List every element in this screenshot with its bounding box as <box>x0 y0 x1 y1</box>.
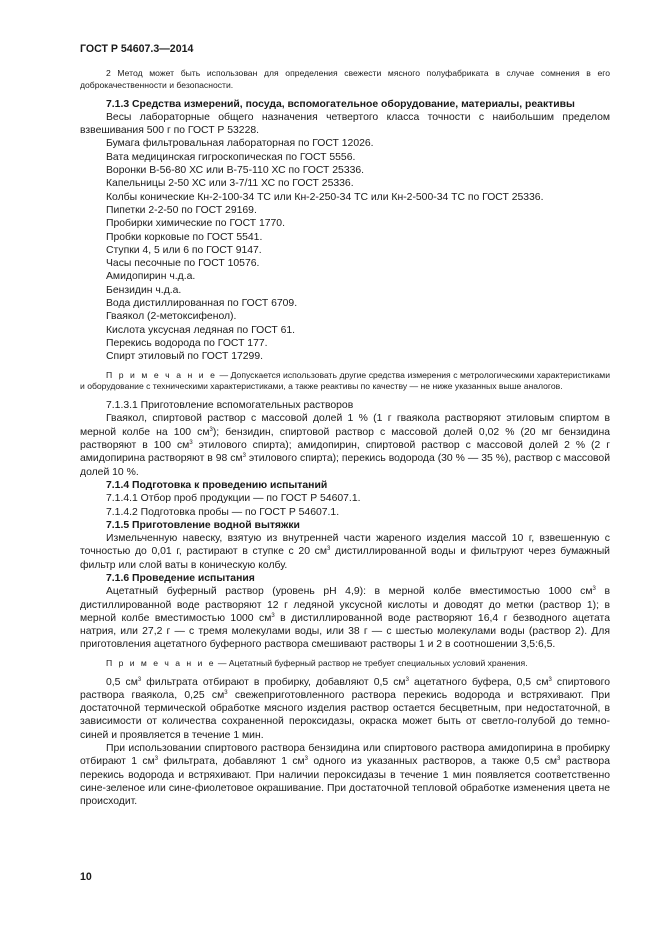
note-2: 2 Метод может быть использован для определения свежести мясного полуфабриката в случае сомнения в его доброкачественности и безопасности. <box>80 68 610 90</box>
section-7-1-4-heading: 7.1.4 Подготовка к проведению испытаний <box>106 479 328 491</box>
equipment-item: Амидопирин ч.д.а. <box>106 271 196 283</box>
equipment-item: Колбы конические Кн-2-100-34 ТС или Кн-2-250-34 ТС или Кн-2-500-34 ТС по ГОСТ 25336. <box>106 191 544 203</box>
equipment-item: Воронки В-56-80 ХС или В-75-110 ХС по ГОСТ 25336. <box>106 165 365 177</box>
equipment-item: Пробирки химические по ГОСТ 1770. <box>106 218 285 230</box>
page-number: 10 <box>80 871 92 883</box>
equipment-item: Ступки 4, 5 или 6 по ГОСТ 9147. <box>106 244 262 256</box>
note-1-text: — Допускается использовать другие средства измерения с метрологическими характеристиками и оборудование с техническими характеристиками, а также реактивы по качеству — не ниже указанных выше аналогов. <box>80 369 610 392</box>
equipment-list <box>80 137 610 363</box>
document-header: ГОСТ Р 54607.3—2014 <box>80 43 194 55</box>
buffer-paragraph: Ацетатный буферный раствор (уровень pH 4,9): в мерной колбе вместимостью 1000 $см^3$ в дистиллированной воде растворяют 12 г ледяной уксусной кислоты и доводят до метки (раствор 1); в мерной колбе вместимостью 1000 $см^3$ в дистиллированной воде растворяют 16,4 г безводного ацетата натрия, или 27,2 г — с тремя молекулами воды, или 38 г — с шестью молекулами воды (раствор 2). Для приготовления ацетатного буферного раствора смешивают растворы 1 и 2 в соотношении 3,5:6,5. <box>80 586 610 651</box>
note-label: П р и м е ч а н и е <box>106 657 216 668</box>
equipment-item: Пипетки 2-2-50 по ГОСТ 29169. <box>106 204 257 216</box>
equipment-item: Спирт этиловый по ГОСТ 17299. <box>106 351 263 363</box>
equipment-item: Капельницы 2-50 ХС или 3-7/11 ХС по ГОСТ 25336. <box>106 178 354 190</box>
item-7-1-4-1: 7.1.4.1 Отбор проб продукции — по ГОСТ Р 54607.1. <box>106 493 361 505</box>
equipment-item: Кислота уксусная ледяная по ГОСТ 61. <box>106 324 296 336</box>
equipment-item: Бензидин ч.д.а. <box>106 284 182 296</box>
section-7-1-5-heading: 7.1.5 Приготовление водной вытяжки <box>106 519 300 531</box>
equipment-item: Вата медицинская гигроскопическая по ГОСТ 5556. <box>106 151 356 163</box>
page-content <box>80 68 610 809</box>
section-7-1-3-1-heading: 7.1.3.1 Приготовление вспомогательных растворов <box>106 400 354 412</box>
equipment-item: Пробки корковые по ГОСТ 5541. <box>106 231 263 243</box>
equipment-item: Бумага фильтровальная лабораторная по ГОСТ 12026. <box>106 138 374 150</box>
test-paragraph-1: 0,5 $см^3$ фильтрата отбирают в пробирку, добавляют 0,5 $см^3$ ацетатного буфера, 0,5 $см^3$ спиртового раствора гваякола, 0,25 $см^3$ свежеприготовленного раствора перекись водорода и встряхивают. При достаточной термической обработке мясного изделия раствор остается бесцветным, при недостаточной, в зависимости от количества сохраненной пероксидазы, окраска может быть от светло-голубой до темно-синей и проявляется в течение 1 мин. <box>80 676 611 741</box>
equipment-item: Гваякол (2-метоксифенол). <box>106 311 237 323</box>
note-3-text: — Ацетатный буферный раствор не требует специальных условий хранения. <box>215 657 528 668</box>
solutions-paragraph: Гваякол, спиртовой раствор с массовой долей 1 % (1 г гваякола растворяют этиловым спиртом в мерной колбе на 100 $см^3$); бензидин, спиртовой раствор с массовой долей 0,02 % (20 мг бензидина растворяют в 100 $см^3$ этилового спирта); амидопирин, спиртовой раствор с массовой долей 2 % (2 г амидопирина растворяют в 98 $см^3$ этилового спирта); перекись водорода (30 % — 35 %), раствор с массовой долей 10 %. <box>80 413 611 478</box>
equipment-item: Перекись водорода по ГОСТ 177. <box>106 337 268 349</box>
equipment-item: Часы песочные по ГОСТ 10576. <box>106 258 260 270</box>
note-1 <box>80 370 610 394</box>
note-label: П р и м е ч а н и е <box>106 369 217 380</box>
equipment-item: Вода дистиллированная по ГОСТ 6709. <box>106 298 298 310</box>
extract-paragraph: Измельченную навеску, взятую из внутренней части жареного изделия массой 10 г, взвешенную с точностью до 0,01 г, растирают в ступке с 20 $см^3$ дистиллированной воды и фильтруют через бумажный фильтр или слой ваты в коническую колбу. <box>80 533 610 571</box>
test-paragraph-2: При использовании спиртового раствора бензидина или спиртового раствора амидопирина в пробирку отбирают 1 $см^3$ фильтрата, добавляют 1 $см^3$ одного из указанных растворов, а также 0,5 $см^3$ раствора перекись водорода и встряхивают. При наличии пероксидазы в течение 1 мин появляется соответственно сине-зеленое или сине-фиолетовое окрашивание. При достаточной тепловой обработке изменения цвета не происходит. <box>80 743 610 808</box>
note-3 <box>80 658 610 670</box>
item-7-1-4-2: 7.1.4.2 Подготовка пробы — по ГОСТ Р 54607.1. <box>106 506 340 518</box>
section-7-1-3-heading: 7.1.3 Средства измерений, посуда, вспомогательное оборудование, материалы, реактивы <box>106 98 575 110</box>
section-7-1-6-heading: 7.1.6 Проведение испытания <box>106 572 255 584</box>
equipment-intro: Весы лабораторные общего назначения четвертого класса точности с наибольшим пределом взвешивания 500 г по ГОСТ Р 53228. <box>80 111 610 137</box>
